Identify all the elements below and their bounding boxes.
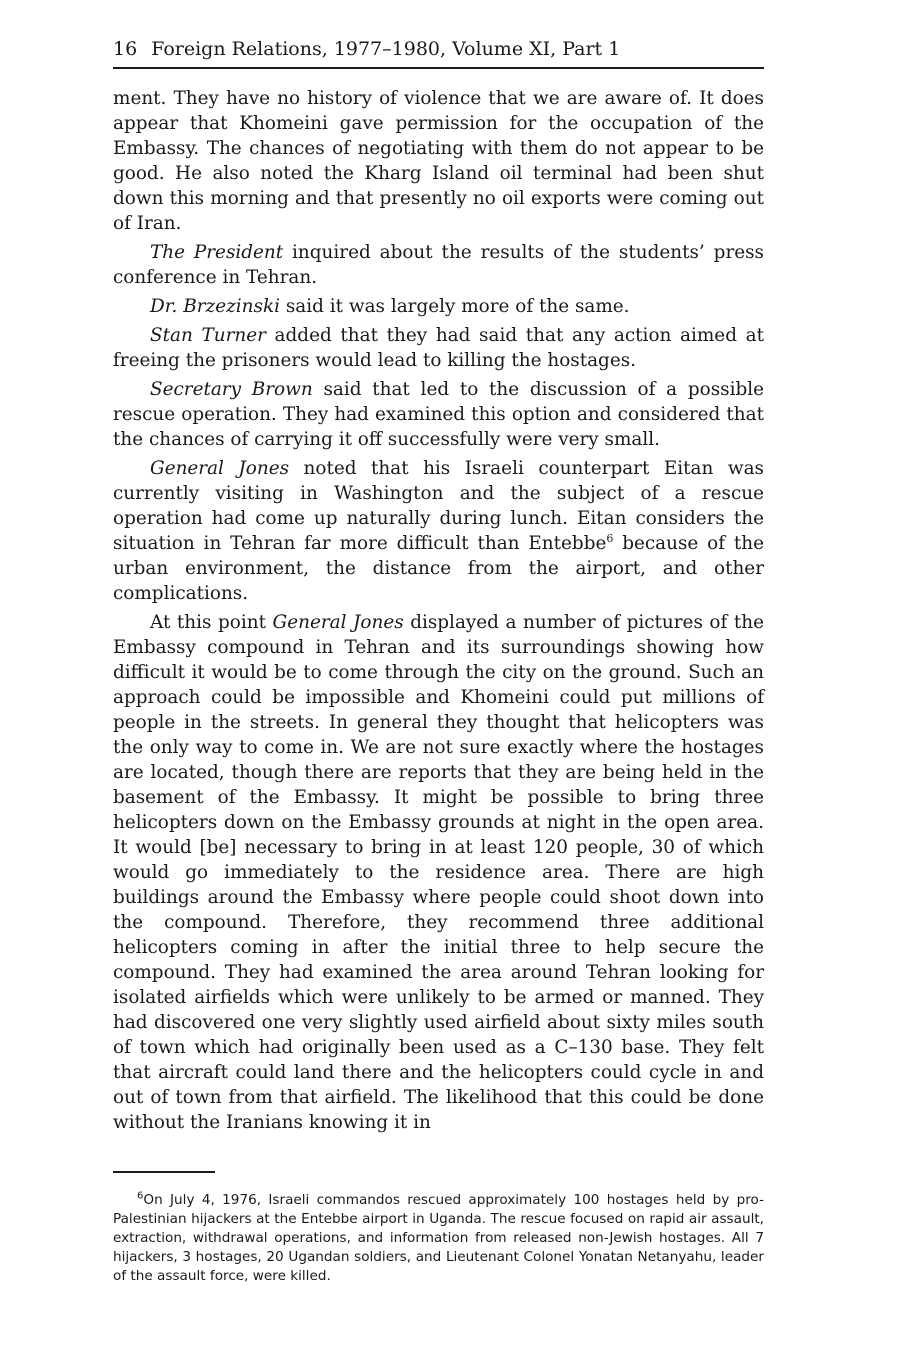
paragraph <box>113 456 764 606</box>
footnote-text: On July 4, 1976, Israeli commandos rescued approximately 100 hostages held by pro-Palestinian hijackers at the Entebbe airport in Uganda. The rescue focused on rapid air assault, extraction, withdrawal operations, and information from released non-Jewish hostages. All 7 hijackers, 3 hostages, 20 Ugandan soldiers, and Lieutenant Colonel Yonatan Netanyahu, leader of the assault force, were killed. <box>113 1192 764 1284</box>
speaker-name: Dr. Brzezinski <box>150 296 280 317</box>
footnote-divider <box>113 1171 215 1173</box>
speaker-name: General Jones <box>150 458 290 479</box>
paragraph <box>113 377 764 452</box>
paragraph <box>113 86 764 236</box>
paragraph-text: said it was largely more of the same. <box>279 296 630 317</box>
paragraph <box>113 294 764 319</box>
paragraph-text: ment. They have no history of violence that we are aware of. It does appear that Khomeini gave permission for the occupation of the Embassy. The chances of negotiating with them do not appear to be good. He also noted the Kharg Island oil terminal had been shut down this morning and that presently no oil exports were coming out of Iran. <box>113 88 764 234</box>
body-text <box>113 86 764 1135</box>
paragraph <box>113 323 764 373</box>
paragraph-text: inquired about the results of the students’ press conference in Tehran. <box>113 242 764 288</box>
paragraph-text: because of the urban environment, the distance from the airport, and other complications. <box>113 533 764 604</box>
speaker-name: General Jones <box>272 612 404 633</box>
footnote-number: 6 <box>137 1190 144 1202</box>
paragraph <box>113 610 764 1135</box>
speaker-name: Secretary Brown <box>150 379 313 400</box>
page-number: 16 <box>113 38 138 60</box>
paragraph-text: said that led to the discussion of a possible rescue operation. They had examined this option and considered that the chances of carrying it off successfully were very small. <box>113 379 764 450</box>
speaker-name: The President <box>150 242 284 263</box>
paragraph-text: At this point <box>150 612 273 633</box>
paragraph-text: noted that his Israeli counterpart Eitan was currently visiting in Washington and the subject of a rescue operation had come up naturally during lunch. Eitan considers the situation in Tehran far more difficult than Entebbe <box>113 458 764 554</box>
paragraph-text: displayed a number of pictures of the Embassy compound in Tehran and its surroundings showing how difficult it would be to come through the city on the ground. Such an approach could be impossible and Khomeini could put millions of people in the streets. In general they thought that helicopters was the only way to come in. We are not sure exactly where the hostages are located, though there are reports that they are being held in the basement of the Embassy. It might be possible to bring three helicopters down on the Embassy grounds at night in the open area. It would [be] necessary to bring in at least 120 people, 30 of which would go immediately to the residence area. There are high buildings around the Embassy where people could shoot down into the compound. Therefore, they recommend three additional helicopters coming in after the initial three to help secure the compound. They had examined the area around Tehran looking for isolated airfields which were unlikely to be armed or manned. They had discovered one very slightly used airfield about sixty miles south of town which had originally been used as a C–130 base. They felt that aircraft could land there and the helicopters could cycle in and out of town from that airfield. The likelihood that this could be done without the Iranians knowing it in <box>113 612 764 1133</box>
paragraph-text: added that they had said that any action aimed at freeing the prisoners would lead to killing the hostages. <box>113 325 764 371</box>
document-page <box>113 36 764 1286</box>
footnote <box>113 1191 764 1286</box>
speaker-name: Stan Turner <box>150 325 266 346</box>
volume-title: Foreign Relations, 1977–1980, Volume XI, Part 1 <box>151 38 621 60</box>
paragraph <box>113 240 764 290</box>
footnote-reference[interactable]: 6 <box>606 531 614 545</box>
running-header <box>113 36 764 69</box>
